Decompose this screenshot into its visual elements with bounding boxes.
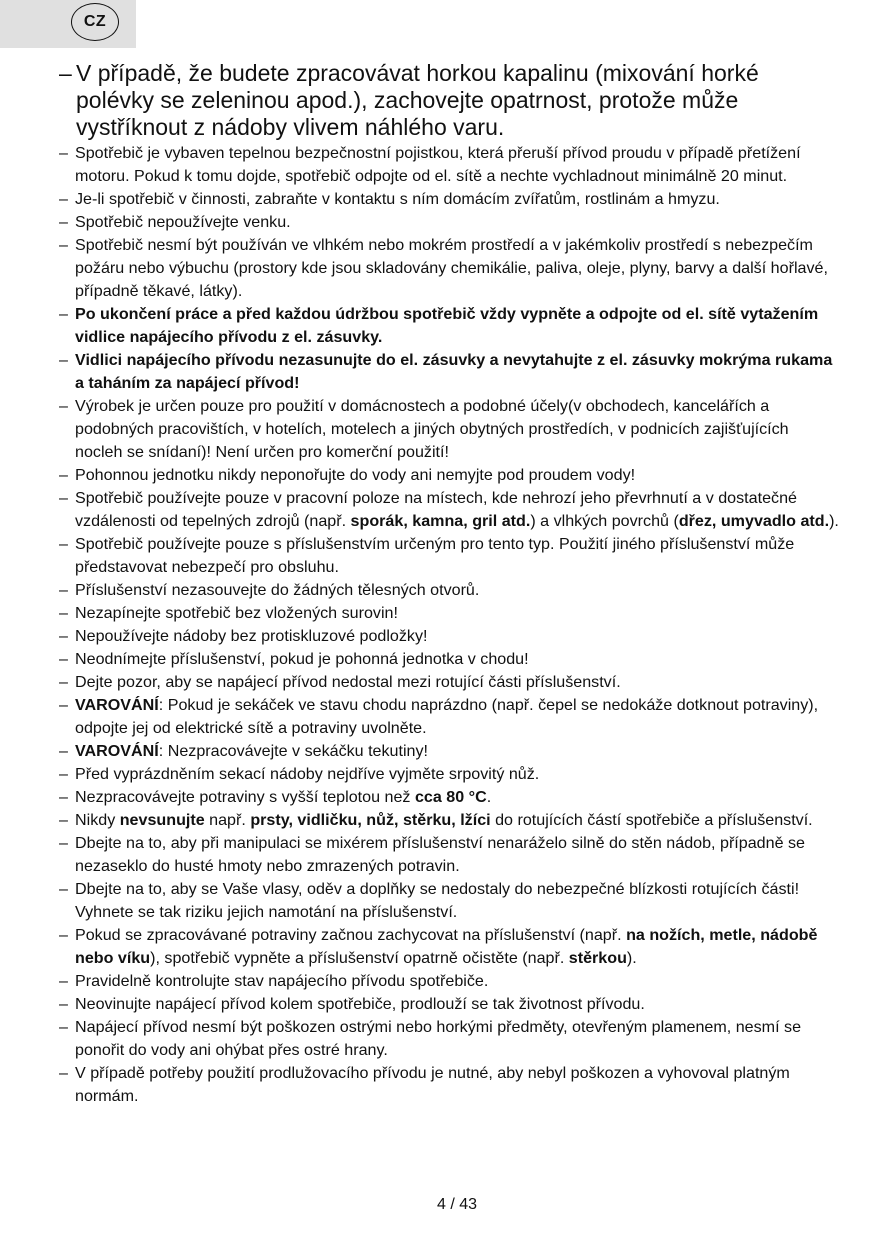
bullet-dash: – bbox=[59, 834, 68, 852]
list-item: – V případě potřeby použití prodlužovacího přívodu je nutné, aby nebyl poškozen a vyhovoval platným normám. bbox=[59, 1064, 790, 1105]
bullet-dash: – bbox=[59, 581, 68, 599]
list-item: – Dejte pozor, aby se napájecí přívod nedostal mezi rotující části příslušenství. bbox=[59, 671, 839, 694]
list-item: – Po ukončení práce a před každou údržbou spotřebič vždy vypněte a odpojte od el. sítě vytažením vidlice napájecího přívodu z el. zásuvky. bbox=[59, 305, 819, 346]
list-item: – Nezpracovávejte potraviny s vyšší teplotou než cca 80 °C. bbox=[59, 786, 839, 809]
list-item: – Spotřebič nesmí být používán ve vlhkém nebo mokrém prostředí a v jakémkoliv prostředí s nebezpečím požáru nebo výbuchu (prostory kde jsou skladovány chemikálie, paliva, oleje, plyny, barvy a další hořlavé, případně těkavé, látky). bbox=[59, 236, 828, 300]
list-item: – Dbejte na to, aby se Vaše vlasy, oděv a doplňky se nedostaly do nebezpečné blízkosti rotujících části! Vyhnete se tak riziku jejich namotání na příslušenství. bbox=[59, 880, 800, 921]
bullet-dash: – bbox=[59, 351, 68, 369]
bullet-dash: – bbox=[59, 466, 68, 484]
list-item: – Je-li spotřebič v činnosti, zabraňte v kontaktu s ním domácím zvířatům, rostlinám a hmyzu. bbox=[59, 188, 839, 211]
list-item: – V případě, že budete zpracovávat horkou kapalinu (mixování horké polévky se zeleninou apod.), zachovejte opatrnost, protože může vystříknout z nádoby vlivem náhlého varu. bbox=[59, 60, 759, 140]
bullet-dash: – bbox=[59, 811, 68, 829]
bullet-dash: – bbox=[59, 788, 68, 806]
bullet-dash: – bbox=[59, 604, 68, 622]
bullet-dash: – bbox=[59, 236, 68, 254]
list-item: – Pohonnou jednotku nikdy neponořujte do vody ani nemyjte pod proudem vody! bbox=[59, 464, 839, 487]
bullet-dash: – bbox=[59, 742, 68, 760]
list-item: – Před vyprázdněním sekací nádoby nejdříve vyjměte srpovitý nůž. bbox=[59, 763, 839, 786]
bullet-dash: – bbox=[59, 1064, 68, 1082]
list-item: – Nezapínejte spotřebič bez vložených surovin! bbox=[59, 602, 839, 625]
bullet-dash: – bbox=[59, 765, 68, 783]
list-item: – Spotřebič je vybaven tepelnou bezpečnostní pojistkou, která přeruší přívod proudu v případě přetížení motoru. Pokud k tomu dojde, spotřebič odpojte od el. sítě a nechte vychladnout minimálně 20 minut. bbox=[59, 144, 801, 185]
list-item: – Spotřebič nepoužívejte venku. bbox=[59, 211, 839, 234]
safety-instructions-list bbox=[59, 60, 839, 1108]
bullet-dash: – bbox=[59, 397, 68, 415]
bullet-dash: – bbox=[59, 696, 68, 714]
bullet-dash: – bbox=[59, 880, 68, 898]
bullet-dash: – bbox=[59, 144, 68, 162]
bullet-dash: – bbox=[59, 60, 72, 86]
page-number: 4 / 43 bbox=[436, 1196, 478, 1213]
list-item: – Nikdy nevsunujte např. prsty, vidličku, nůž, stěrku, lžíci do rotujících částí spotřebiče a příslušenství. bbox=[59, 809, 839, 832]
bullet-dash: – bbox=[59, 995, 68, 1013]
list-item: – Neovinujte napájecí přívod kolem spotřebiče, prodlouží se tak životnost přívodu. bbox=[59, 993, 839, 1016]
bullet-dash: – bbox=[59, 305, 68, 323]
list-item: – Nepoužívejte nádoby bez protiskluzové podložky! bbox=[59, 625, 839, 648]
bullet-dash: – bbox=[59, 190, 68, 208]
bullet-dash: – bbox=[59, 972, 68, 990]
bullet-dash: – bbox=[59, 673, 68, 691]
list-item: – Neodnímejte příslušenství, pokud je pohonná jednotka v chodu! bbox=[59, 648, 839, 671]
list-item: – Výrobek je určen pouze pro použití v domácnostech a podobné účely(v obchodech, kancelářích a podobných pracovištích, v hotelích, motelech a jiných obytných prostředích, v podnicích zajišťujících nocleh se snídaní)! Není určen pro komerční použití! bbox=[59, 397, 789, 461]
list-item: – VAROVÁNÍ: Nezpracovávejte v sekáčku tekutiny! bbox=[59, 740, 839, 763]
bullet-dash: – bbox=[59, 650, 68, 668]
list-item: – Dbejte na to, aby při manipulaci se mixérem příslušenství nenaráželo silně do stěn nádob, případně se nezaseklo do husté hmoty nebo zmrazených potravin. bbox=[59, 834, 805, 875]
list-item: – Pokud se zpracovávané potraviny začnou zachycovat na příslušenství (např. na nožích, metle, nádobě nebo víku), spotřebič vypněte a příslušenství opatrně očistěte (např. stěrkou). bbox=[59, 926, 818, 967]
bullet-dash: – bbox=[59, 535, 68, 553]
bullet-dash: – bbox=[59, 627, 68, 645]
list-item: – Pravidelně kontrolujte stav napájecího přívodu spotřebiče. bbox=[59, 970, 839, 993]
bullet-dash: – bbox=[59, 926, 68, 944]
list-item: – VAROVÁNÍ: Pokud je sekáček ve stavu chodu naprázdno (např. čepel se nedokáže dotknout potraviny), odpojte jej od elektrické sítě a potraviny uvolněte. bbox=[59, 696, 819, 737]
language-badge: CZ bbox=[71, 3, 119, 41]
list-item: – Spotřebič používejte pouze s příslušenstvím určeným pro tento typ. Použití jiného příslušenství může představovat nebezpečí pro obsluhu. bbox=[59, 535, 795, 576]
bullet-dash: – bbox=[59, 213, 68, 231]
bullet-dash: – bbox=[59, 1018, 68, 1036]
bullet-dash: – bbox=[59, 489, 68, 507]
language-tab bbox=[0, 0, 136, 48]
list-item: – Spotřebič používejte pouze v pracovní poloze na místech, kde nehrozí jeho převrhnutí a v dostatečné vzdálenosti od tepelných zdrojů (např. sporák, kamna, gril atd.) a vlhkých povrchů (dřez, umyvadlo atd.). bbox=[59, 489, 839, 530]
list-item: – Příslušenství nezasouvejte do žádných tělesných otvorů. bbox=[59, 579, 839, 602]
list-item: – Napájecí přívod nesmí být poškozen ostrými nebo horkými předměty, otevřeným plamenem, nesmí se ponořit do vody ani ohýbat přes ostré hrany. bbox=[59, 1018, 802, 1059]
list-item: – Vidlici napájecího přívodu nezasunujte do el. zásuvky a nevytahujte z el. zásuvky mokrýma rukama a taháním za napájecí přívod! bbox=[59, 351, 833, 392]
